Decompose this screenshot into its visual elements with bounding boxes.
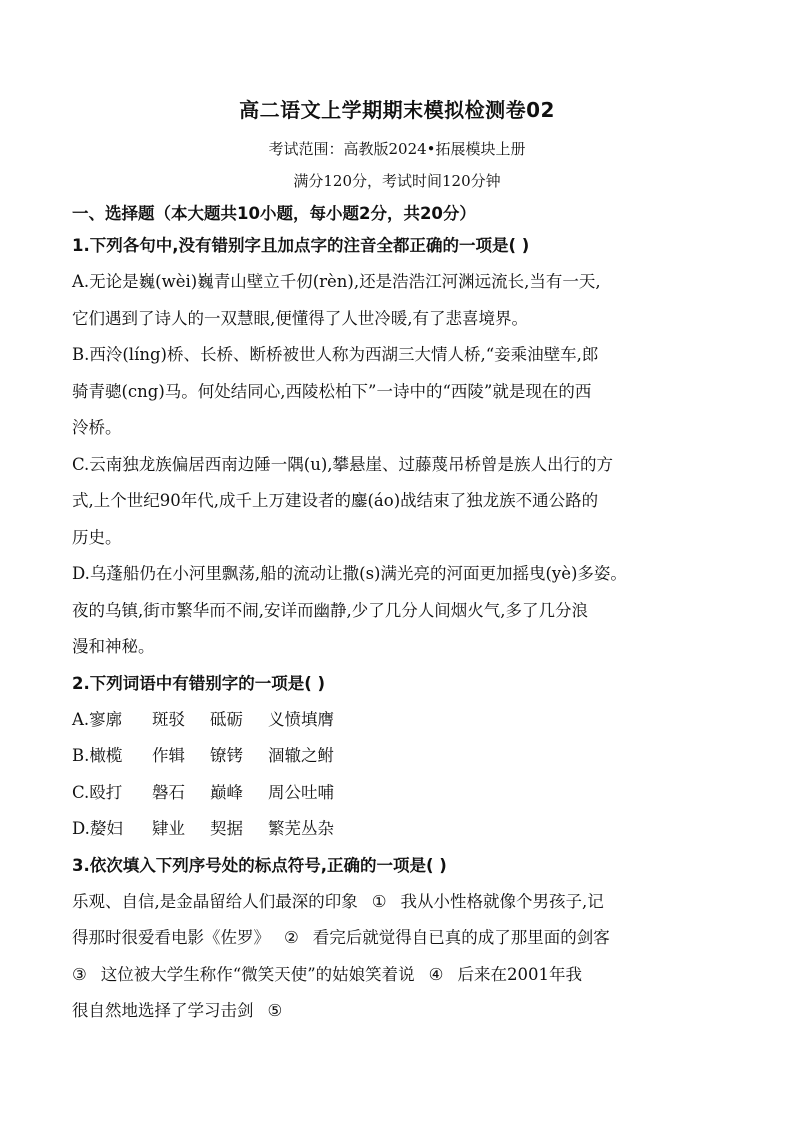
question-2-option-b <box>72 738 722 775</box>
question-2 <box>72 666 722 848</box>
word: 契据 <box>210 819 243 838</box>
option-line: 泠桥。 <box>72 418 122 437</box>
option-line: C.云南独龙族偏居西南边陲一隅(u),攀悬崖、过藤蔑吊桥曾是族人出行的方 <box>72 454 614 474</box>
section-heading: 一、选择题（本大题共10小题，每小题2分，共20分） <box>72 204 476 223</box>
passage-text: 后来在2001年我 <box>457 964 582 984</box>
question-2-option-c <box>72 775 722 812</box>
question-1-option-a <box>72 264 722 337</box>
option-line: 漫和神秘。 <box>72 637 155 656</box>
word: 砥砺 <box>210 709 243 729</box>
question-3-passage <box>72 884 722 1030</box>
blank-marker: ⑤ <box>267 1001 283 1020</box>
option-line: A.无论是巍(wèi)巍青山壁立千仞(rèn),还是浩浩江河渊远流长,当有一天, <box>72 272 601 291</box>
word: A.寥廓 <box>72 709 123 729</box>
word: 繁芜丛杂 <box>268 819 334 838</box>
passage-text: 很自然地选择了学习击剑 <box>72 1001 254 1020</box>
exam-scope: 考试范围：高教版2024•拓展模块上册 <box>268 140 526 158</box>
word: 涸辙之鲋 <box>268 746 334 765</box>
word: 肄业 <box>152 819 185 838</box>
exam-content <box>72 200 722 1030</box>
option-line: 夜的乌镇,街市繁华而不闹,安详而幽静,少了几分人间烟火气,多了几分浪 <box>72 600 588 620</box>
passage-line <box>72 957 722 994</box>
passage-text: 乐观、自信,是金晶留给人们最深的印象 <box>72 891 358 911</box>
page-title: 高二语文上学期期末模拟检测卷02 <box>239 98 555 122</box>
question-1-option-b <box>72 337 722 447</box>
passage-line <box>72 884 722 921</box>
passage-text: 这位被大学生称作“微笑天使”的姑娘笑着说 <box>100 964 415 984</box>
word: 作辑 <box>152 746 185 765</box>
word: 义愤填膺 <box>268 709 334 729</box>
exam-score-time: 满分120分，考试时间120分钟 <box>293 172 501 190</box>
question-2-title: 2.下列词语中有错别字的一项是( ) <box>72 673 326 693</box>
passage-text: 我从小性格就像个男孩子,记 <box>400 891 604 911</box>
passage-text: 看完后就觉得自已真的成了那里面的剑客 <box>312 928 610 947</box>
question-3-title: 3.依次填入下列序号处的标点符号,正确的一项是( ) <box>72 855 447 875</box>
blank-marker: ① <box>371 891 387 911</box>
blank-marker: ③ <box>72 964 87 984</box>
question-1-title: 1.下列各句中,没有错别字且加点字的注音全都正确的一项是( ) <box>72 236 530 255</box>
option-line: 式,上个世纪90年代,成千上万建设者的鏖(áo)战结束了独龙族不通公路的 <box>72 491 599 510</box>
passage-text: 得那时很爱看电影《佐罗》 <box>72 928 270 947</box>
option-line: D.乌蓬船仍在小河里飘荡,船的流动让撒(s)满光亮的河面更加摇曳(yè)多姿。 <box>72 564 627 583</box>
option-line: 骑青骢(cng)马。何处结同心,西陵松柏下”一诗中的“西陵”就是现在的西 <box>72 381 592 401</box>
option-line: 它们遇到了诗人的一双慧眼,便懂得了人世冷暖,有了悲喜境界。 <box>72 308 528 328</box>
word: 巅峰 <box>210 782 243 802</box>
word: 镣铐 <box>210 746 243 765</box>
word: B.橄榄 <box>72 746 123 765</box>
word: 周公吐哺 <box>268 782 334 802</box>
blank-marker: ② <box>284 928 299 947</box>
question-3 <box>72 848 722 1030</box>
question-2-option-a <box>72 702 722 739</box>
question-1 <box>72 228 722 666</box>
word: C.殴打 <box>72 782 123 802</box>
option-line: B.西泠(líng)桥、长桥、断桥被世人称为西湖三大情人桥,“妾乘油壁车,郎 <box>72 345 599 364</box>
word: 磐石 <box>152 782 185 802</box>
blank-marker: ④ <box>428 964 444 984</box>
question-2-option-d <box>72 811 722 848</box>
passage-line <box>72 993 722 1030</box>
question-1-option-c <box>72 447 722 557</box>
option-line: 历史。 <box>72 527 122 547</box>
word: D.嫠妇 <box>72 819 123 838</box>
word: 斑驳 <box>152 709 185 729</box>
question-1-option-d <box>72 556 722 666</box>
passage-line <box>72 920 722 957</box>
